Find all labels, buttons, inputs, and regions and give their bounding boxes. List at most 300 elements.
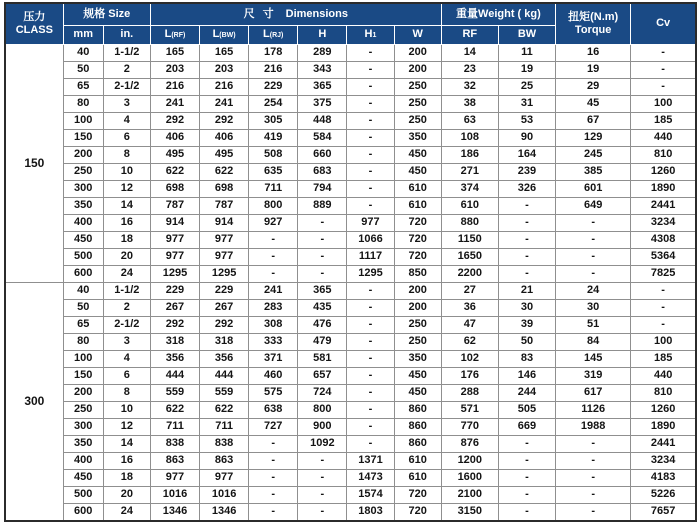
cell-w: 610 [394, 452, 441, 469]
cell-l-bw: 241 [200, 95, 249, 112]
cell-bw: 326 [498, 180, 555, 197]
cell-l-bw: 1295 [200, 265, 249, 282]
cell-h: - [298, 248, 347, 265]
cell-bw: 50 [498, 333, 555, 350]
cell-rf: 374 [441, 180, 498, 197]
cell-l-rf: 241 [150, 95, 199, 112]
cell-h1: 1066 [347, 231, 394, 248]
cell-w: 250 [394, 316, 441, 333]
cell-l-rf: 711 [150, 418, 199, 435]
table-row [5, 180, 696, 197]
cell-l-bw: 1346 [200, 503, 249, 521]
table-header [5, 3, 696, 44]
col-header-in: in. [103, 25, 150, 44]
cell-h1: - [347, 333, 394, 350]
cell-h1: 1803 [347, 503, 394, 521]
cell-h: - [298, 486, 347, 503]
cell-l-rf: 318 [150, 333, 199, 350]
col-header-torque [556, 3, 631, 44]
cell-mm: 600 [63, 503, 103, 521]
cell-l-bw: 229 [200, 282, 249, 299]
cell-l-bw: 292 [200, 112, 249, 129]
cell-h1: - [347, 350, 394, 367]
cell-w: 250 [394, 95, 441, 112]
cell-w: 450 [394, 146, 441, 163]
cell-rf: 880 [441, 214, 498, 231]
cell-l-rj: 333 [249, 333, 298, 350]
cell-bw: - [498, 197, 555, 214]
cell-bw: 83 [498, 350, 555, 367]
class-label-150: 150 [5, 44, 63, 282]
cell-h: 343 [298, 61, 347, 78]
cell-h: - [298, 503, 347, 521]
cell-l-bw: 977 [200, 469, 249, 486]
cell-l-rf: 292 [150, 316, 199, 333]
cell-h: 365 [298, 78, 347, 95]
table-row [5, 163, 696, 180]
cell-w: 720 [394, 503, 441, 521]
cell-cv: 5226 [631, 486, 696, 503]
table-row [5, 452, 696, 469]
col-header-pressure-class [5, 3, 63, 44]
cell-h1: - [347, 401, 394, 418]
cell-h1: - [347, 163, 394, 180]
torque-label-en: Torque [574, 23, 612, 36]
cell-bw: - [498, 231, 555, 248]
cell-cv: - [631, 78, 696, 95]
cell-rf: 176 [441, 367, 498, 384]
cell-rf: 186 [441, 146, 498, 163]
cell-mm: 450 [63, 231, 103, 248]
cell-l-rf: 977 [150, 231, 199, 248]
cell-in: 4 [103, 350, 150, 367]
col-header-l-rj: L(RJ) [249, 25, 298, 44]
table-row [5, 333, 696, 350]
cell-l-rj: - [249, 248, 298, 265]
cell-h: 479 [298, 333, 347, 350]
cell-bw: 505 [498, 401, 555, 418]
cell-l-rf: 698 [150, 180, 199, 197]
cell-rf: 1600 [441, 469, 498, 486]
cell-bw: - [498, 248, 555, 265]
cell-in: 2-1/2 [103, 78, 150, 95]
cell-h: 365 [298, 282, 347, 299]
cell-torque: 24 [556, 282, 631, 299]
col-header-mm: mm [63, 25, 103, 44]
cell-h1: - [347, 95, 394, 112]
cell-l-rj: - [249, 231, 298, 248]
cell-l-rj: - [249, 486, 298, 503]
cell-l-rf: 977 [150, 469, 199, 486]
cell-cv: 7825 [631, 265, 696, 282]
table-row [5, 435, 696, 452]
cell-in: 18 [103, 469, 150, 486]
cell-rf: 610 [441, 197, 498, 214]
dimensions-label-cn: 尺寸 [243, 7, 282, 20]
cell-cv: - [631, 316, 696, 333]
cell-rf: 63 [441, 112, 498, 129]
cell-in: 3 [103, 333, 150, 350]
cell-in: 14 [103, 435, 150, 452]
col-header-l-rf: L(RF) [150, 25, 199, 44]
cell-l-rf: 356 [150, 350, 199, 367]
cell-h: 1092 [298, 435, 347, 452]
cell-torque: - [556, 503, 631, 521]
cell-h1: - [347, 180, 394, 197]
cell-bw: - [498, 435, 555, 452]
cell-rf: 47 [441, 316, 498, 333]
cell-w: 200 [394, 61, 441, 78]
class-label-300: 300 [5, 282, 63, 521]
cell-l-rj: 927 [249, 214, 298, 231]
torque-label-cn: 扭矩(N.m) [568, 11, 619, 24]
cell-cv: - [631, 44, 696, 61]
cell-mm: 400 [63, 452, 103, 469]
cell-h: 900 [298, 418, 347, 435]
cell-in: 6 [103, 129, 150, 146]
cell-cv: 100 [631, 95, 696, 112]
cell-in: 3 [103, 95, 150, 112]
cell-bw: - [498, 469, 555, 486]
cell-rf: 288 [441, 384, 498, 401]
cell-l-rf: 444 [150, 367, 199, 384]
cell-l-bw: 495 [200, 146, 249, 163]
cell-h: - [298, 469, 347, 486]
cell-w: 200 [394, 299, 441, 316]
table-row [5, 112, 696, 129]
cell-h1: - [347, 282, 394, 299]
cell-l-rf: 1346 [150, 503, 199, 521]
cell-h1: 1117 [347, 248, 394, 265]
cell-bw: 53 [498, 112, 555, 129]
col-header-rf: RF [441, 25, 498, 44]
cell-w: 200 [394, 282, 441, 299]
cell-in: 2-1/2 [103, 316, 150, 333]
cell-l-rj: - [249, 435, 298, 452]
cell-l-rf: 838 [150, 435, 199, 452]
cell-torque: - [556, 248, 631, 265]
cell-in: 12 [103, 418, 150, 435]
cell-l-rf: 559 [150, 384, 199, 401]
cell-l-bw: 711 [200, 418, 249, 435]
cell-w: 610 [394, 180, 441, 197]
cell-rf: 14 [441, 44, 498, 61]
cell-in: 8 [103, 384, 150, 401]
cell-l-rj: 635 [249, 163, 298, 180]
col-header-h: H [298, 25, 347, 44]
cell-l-bw: 292 [200, 316, 249, 333]
cell-rf: 2200 [441, 265, 498, 282]
cell-rf: 27 [441, 282, 498, 299]
cell-h: - [298, 265, 347, 282]
cell-torque: 16 [556, 44, 631, 61]
group-header-size: 规格 Size [63, 3, 150, 25]
cell-torque: 385 [556, 163, 631, 180]
table-row [5, 231, 696, 248]
col-header-bw: BW [498, 25, 555, 44]
cell-mm: 300 [63, 418, 103, 435]
cell-in: 1-1/2 [103, 44, 150, 61]
table-row [5, 61, 696, 78]
cell-bw: 30 [498, 299, 555, 316]
col-header-l-bw: L(BW) [200, 25, 249, 44]
table-row [5, 214, 696, 231]
pressure-label-cn: 压力 [23, 11, 46, 24]
cell-cv: 2441 [631, 197, 696, 214]
cell-cv: - [631, 282, 696, 299]
cell-torque: 1126 [556, 401, 631, 418]
cell-w: 720 [394, 214, 441, 231]
cell-l-rf: 977 [150, 248, 199, 265]
cell-rf: 876 [441, 435, 498, 452]
col-header-w: W [394, 25, 441, 44]
cell-mm: 100 [63, 112, 103, 129]
cell-torque: - [556, 435, 631, 452]
cell-bw: 669 [498, 418, 555, 435]
cell-bw: 19 [498, 61, 555, 78]
cell-h1: - [347, 112, 394, 129]
cell-mm: 500 [63, 486, 103, 503]
cell-rf: 3150 [441, 503, 498, 521]
cell-cv: 440 [631, 129, 696, 146]
cell-l-rf: 165 [150, 44, 199, 61]
cell-mm: 200 [63, 384, 103, 401]
cell-mm: 80 [63, 95, 103, 112]
table-row [5, 129, 696, 146]
cell-rf: 23 [441, 61, 498, 78]
cell-in: 2 [103, 299, 150, 316]
cell-in: 16 [103, 452, 150, 469]
cell-cv: 810 [631, 384, 696, 401]
cell-l-rf: 495 [150, 146, 199, 163]
cell-cv: - [631, 61, 696, 78]
cell-w: 720 [394, 486, 441, 503]
cell-l-rf: 1016 [150, 486, 199, 503]
cell-rf: 108 [441, 129, 498, 146]
table-row [5, 197, 696, 214]
cell-bw: 31 [498, 95, 555, 112]
cell-in: 24 [103, 265, 150, 282]
cell-torque: 30 [556, 299, 631, 316]
cell-rf: 32 [441, 78, 498, 95]
cell-cv: - [631, 299, 696, 316]
cell-in: 1-1/2 [103, 282, 150, 299]
cell-l-bw: 622 [200, 401, 249, 418]
cell-cv: 440 [631, 367, 696, 384]
cell-cv: 2441 [631, 435, 696, 452]
cell-l-rf: 292 [150, 112, 199, 129]
cell-l-rj: 575 [249, 384, 298, 401]
cell-w: 610 [394, 469, 441, 486]
cell-h: 448 [298, 112, 347, 129]
pressure-label-en: CLASS [15, 23, 53, 36]
table-row [5, 350, 696, 367]
cell-w: 860 [394, 401, 441, 418]
cell-torque: 617 [556, 384, 631, 401]
cell-w: 350 [394, 129, 441, 146]
cell-in: 4 [103, 112, 150, 129]
table-row [5, 95, 696, 112]
cell-h1: 1473 [347, 469, 394, 486]
cell-rf: 62 [441, 333, 498, 350]
table-row [5, 418, 696, 435]
cell-h: 375 [298, 95, 347, 112]
cell-h: - [298, 214, 347, 231]
cell-l-bw: 444 [200, 367, 249, 384]
cell-bw: - [498, 265, 555, 282]
cell-mm: 450 [63, 469, 103, 486]
table-row [5, 401, 696, 418]
cell-w: 450 [394, 163, 441, 180]
cell-h: 794 [298, 180, 347, 197]
cell-bw: 11 [498, 44, 555, 61]
cell-h: 724 [298, 384, 347, 401]
table-row [5, 384, 696, 401]
cell-cv: 185 [631, 350, 696, 367]
cell-cv: 7657 [631, 503, 696, 521]
cell-torque: - [556, 486, 631, 503]
table-row [5, 316, 696, 333]
cell-cv: 1260 [631, 401, 696, 418]
cell-l-bw: 216 [200, 78, 249, 95]
group-header-weight: 重量Weight ( kg) [441, 3, 555, 25]
cell-h: 683 [298, 163, 347, 180]
cell-cv: 185 [631, 112, 696, 129]
cell-mm: 250 [63, 163, 103, 180]
cell-rf: 571 [441, 401, 498, 418]
cell-h: 289 [298, 44, 347, 61]
cell-mm: 50 [63, 61, 103, 78]
cell-l-bw: 914 [200, 214, 249, 231]
cell-l-rj: 638 [249, 401, 298, 418]
cell-in: 20 [103, 486, 150, 503]
table-row [5, 282, 696, 299]
cell-rf: 2100 [441, 486, 498, 503]
cell-mm: 200 [63, 146, 103, 163]
cell-w: 250 [394, 112, 441, 129]
cell-l-rj: 308 [249, 316, 298, 333]
cell-cv: 810 [631, 146, 696, 163]
cell-h1: - [347, 61, 394, 78]
cell-l-rj: 711 [249, 180, 298, 197]
cell-l-bw: 977 [200, 248, 249, 265]
cell-mm: 65 [63, 78, 103, 95]
col-header-h1: H1 [347, 25, 394, 44]
cell-h1: - [347, 299, 394, 316]
cell-w: 860 [394, 435, 441, 452]
cell-w: 200 [394, 44, 441, 61]
cell-l-rf: 1295 [150, 265, 199, 282]
cell-cv: 4183 [631, 469, 696, 486]
cell-w: 450 [394, 367, 441, 384]
cell-w: 450 [394, 384, 441, 401]
cell-l-bw: 622 [200, 163, 249, 180]
cell-l-bw: 318 [200, 333, 249, 350]
cell-in: 16 [103, 214, 150, 231]
cell-l-bw: 165 [200, 44, 249, 61]
cell-cv: 5364 [631, 248, 696, 265]
cell-mm: 100 [63, 350, 103, 367]
cell-h1: - [347, 78, 394, 95]
cell-mm: 350 [63, 197, 103, 214]
cell-torque: - [556, 469, 631, 486]
cell-mm: 300 [63, 180, 103, 197]
cell-l-rj: - [249, 503, 298, 521]
cell-w: 860 [394, 418, 441, 435]
cell-h: 476 [298, 316, 347, 333]
cell-w: 350 [394, 350, 441, 367]
cell-l-rj: 254 [249, 95, 298, 112]
cell-l-rj: 305 [249, 112, 298, 129]
cell-in: 14 [103, 197, 150, 214]
cell-l-rj: 460 [249, 367, 298, 384]
table-row [5, 367, 696, 384]
cell-mm: 500 [63, 248, 103, 265]
table-row [5, 248, 696, 265]
cell-torque: - [556, 452, 631, 469]
table-row [5, 469, 696, 486]
cell-bw: 21 [498, 282, 555, 299]
cell-mm: 65 [63, 316, 103, 333]
cell-in: 6 [103, 367, 150, 384]
cell-l-bw: 559 [200, 384, 249, 401]
cell-l-rf: 267 [150, 299, 199, 316]
cell-l-rf: 914 [150, 214, 199, 231]
cell-mm: 350 [63, 435, 103, 452]
cell-rf: 36 [441, 299, 498, 316]
cell-cv: 1260 [631, 163, 696, 180]
cell-bw: 146 [498, 367, 555, 384]
cell-mm: 40 [63, 44, 103, 61]
cell-mm: 150 [63, 129, 103, 146]
cell-mm: 40 [63, 282, 103, 299]
cell-bw: 164 [498, 146, 555, 163]
cell-l-rf: 622 [150, 163, 199, 180]
cell-in: 10 [103, 163, 150, 180]
cell-h1: 1371 [347, 452, 394, 469]
cell-mm: 80 [63, 333, 103, 350]
cell-bw: - [498, 452, 555, 469]
cell-bw: 39 [498, 316, 555, 333]
cell-mm: 50 [63, 299, 103, 316]
cell-mm: 600 [63, 265, 103, 282]
cell-w: 610 [394, 197, 441, 214]
cell-rf: 38 [441, 95, 498, 112]
cell-l-bw: 977 [200, 231, 249, 248]
cell-l-rj: 508 [249, 146, 298, 163]
cell-bw: - [498, 503, 555, 521]
cell-h1: - [347, 384, 394, 401]
cell-torque: 649 [556, 197, 631, 214]
cell-in: 8 [103, 146, 150, 163]
cell-cv: 1890 [631, 418, 696, 435]
table-row [5, 78, 696, 95]
cell-l-rf: 203 [150, 61, 199, 78]
cell-mm: 150 [63, 367, 103, 384]
cell-torque: - [556, 231, 631, 248]
cell-in: 18 [103, 231, 150, 248]
group-header-dimensions [150, 3, 441, 25]
cell-l-rf: 229 [150, 282, 199, 299]
cell-l-bw: 838 [200, 435, 249, 452]
cell-rf: 1150 [441, 231, 498, 248]
cell-rf: 1200 [441, 452, 498, 469]
table-row [5, 44, 696, 61]
cell-cv: 3234 [631, 452, 696, 469]
dimensions-label-en: Dimensions [285, 7, 348, 20]
cell-l-rf: 863 [150, 452, 199, 469]
cell-w: 250 [394, 333, 441, 350]
